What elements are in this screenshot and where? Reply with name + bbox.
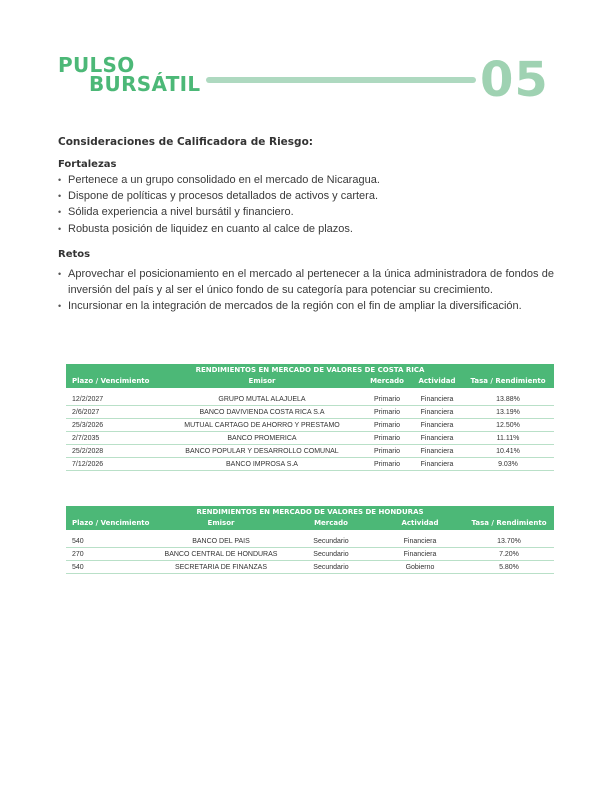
- cell-tasa: 12.50%: [496, 422, 520, 429]
- brand-line-1: PULSO: [58, 53, 135, 77]
- cell-tasa: 11.11%: [496, 435, 520, 442]
- cell-emisor: BANCO DEL PAIS: [192, 538, 250, 545]
- brand-line-2: BURSÁTIL: [89, 72, 201, 96]
- column-header-actividad: Actividad: [401, 519, 439, 527]
- cell-emisor: BANCO PROMERICA: [227, 435, 297, 442]
- cell-actividad: Financiera: [420, 448, 454, 455]
- cell-mercado: Secundario: [313, 538, 349, 545]
- table-row: [66, 445, 554, 458]
- cell-emisor: BANCO CENTRAL DE HONDURAS: [164, 551, 278, 558]
- retos-heading: Retos: [58, 249, 91, 260]
- cell-tasa: 13.88%: [496, 396, 520, 403]
- cell-actividad: Financiera: [420, 396, 454, 403]
- table-title: RENDIMIENTOS EN MERCADO DE VALORES DE COSTA RICA: [195, 366, 425, 374]
- fortalezas-list: [58, 172, 554, 237]
- cell-plazo: 7/12/2026: [72, 461, 104, 468]
- cell-mercado: Secundario: [313, 551, 349, 558]
- cell-actividad: Financiera: [420, 435, 454, 442]
- column-header-plazo: Plazo / Vencimiento: [72, 377, 150, 385]
- cell-actividad: Financiera: [420, 422, 454, 429]
- costa-rica-yields-table: [66, 364, 554, 471]
- cell-tasa: 13.70%: [497, 538, 521, 545]
- retos-list: [58, 266, 554, 315]
- cell-emisor: BANCO POPULAR Y DESARROLLO COMUNAL: [185, 448, 339, 455]
- table-header: [66, 506, 554, 530]
- table-column-headers: [66, 518, 554, 530]
- fortalezas-heading: Fortalezas: [58, 159, 117, 170]
- section-title: Consideraciones de Calificadora de Riesgo:: [58, 136, 313, 148]
- cell-tasa: 13.19%: [496, 409, 520, 416]
- table-column-headers: [66, 376, 554, 388]
- cell-plazo: 2/7/2035: [72, 435, 100, 442]
- table-row: [66, 535, 554, 548]
- table-row: [66, 393, 554, 406]
- cell-plazo: 25/2/2028: [72, 448, 104, 455]
- cell-plazo: 2/6/2027: [72, 409, 100, 416]
- brand-logo: [58, 53, 201, 96]
- cell-actividad: Financiera: [420, 461, 454, 468]
- cell-mercado: Primario: [373, 396, 401, 403]
- table-row: [66, 458, 554, 471]
- table-row: [66, 432, 554, 445]
- cell-plazo: 12/2/2027: [72, 396, 104, 403]
- header-divider: [206, 77, 476, 83]
- table-row: [66, 406, 554, 419]
- column-header-plazo: Plazo / Vencimiento: [72, 519, 150, 527]
- cell-plazo: 270: [72, 551, 84, 558]
- column-header-emisor: Emisor: [248, 377, 276, 385]
- fortalezas-item: • Robusta posición de liquidez en cuanto al calce de plazos.: [58, 221, 554, 237]
- table-row: [66, 561, 554, 574]
- page-number: 05: [480, 52, 549, 108]
- cell-tasa: 9.03%: [498, 461, 518, 468]
- cell-actividad: Financiera: [403, 551, 437, 558]
- column-header-tasa: Tasa / Rendimiento: [470, 377, 546, 385]
- table-body: [66, 535, 554, 574]
- column-header-actividad: Actividad: [418, 377, 456, 385]
- table-header: [66, 364, 554, 388]
- cell-mercado: Primario: [373, 409, 401, 416]
- cell-mercado: Secundario: [313, 564, 349, 571]
- cell-tasa: 10.41%: [496, 448, 520, 455]
- cell-emisor: BANCO IMPROSA S.A: [226, 461, 298, 468]
- cell-actividad: Gobierno: [405, 564, 435, 571]
- column-header-mercado: Mercado: [370, 377, 404, 385]
- cell-tasa: 5.80%: [499, 564, 519, 571]
- column-header-tasa: Tasa / Rendimiento: [471, 519, 547, 527]
- cell-actividad: Financiera: [403, 538, 437, 545]
- table-title: RENDIMIENTOS EN MERCADO DE VALORES DE HONDURAS: [196, 508, 424, 516]
- cell-emisor: BANCO DAVIVIENDA COSTA RICA S.A: [199, 409, 325, 416]
- table-row: [66, 548, 554, 561]
- cell-emisor: SECRETARIA DE FINANZAS: [174, 564, 268, 571]
- table-row: [66, 419, 554, 432]
- cell-plazo: 25/3/2026: [72, 422, 104, 429]
- cell-emisor: GRUPO MUTAL ALAJUELA: [218, 396, 306, 403]
- fortalezas-item: • Dispone de políticas y procesos detallados de activos y cartera.: [58, 188, 554, 204]
- cell-mercado: Primario: [373, 448, 401, 455]
- cell-emisor: MUTUAL CARTAGO DE AHORRO Y PRESTAMO: [184, 422, 340, 429]
- cell-mercado: Primario: [373, 461, 401, 468]
- fortalezas-item: • Pertenece a un grupo consolidado en el mercado de Nicaragua.: [58, 172, 554, 188]
- cell-plazo: 540: [72, 538, 84, 545]
- column-header-emisor: Emisor: [207, 519, 235, 527]
- retos-item: • Aprovechar el posicionamiento en el mercado al pertenecer a la única administradora de fondos de inversión del país y al ser el único fondo de su categoría para potenciar su crecimiento.: [58, 266, 554, 298]
- cell-mercado: Primario: [373, 435, 401, 442]
- cell-plazo: 540: [72, 564, 84, 571]
- column-header-mercado: Mercado: [314, 519, 348, 527]
- retos-item: • Incursionar en la integración de mercados de la región con el fin de ampliar la diversificación.: [58, 298, 554, 314]
- fortalezas-item: • Sólida experiencia a nivel bursátil y financiero.: [58, 204, 554, 220]
- cell-mercado: Primario: [373, 422, 401, 429]
- table-body: [66, 393, 554, 471]
- honduras-yields-table: [66, 506, 554, 574]
- cell-tasa: 7.20%: [499, 551, 519, 558]
- cell-actividad: Financiera: [420, 409, 454, 416]
